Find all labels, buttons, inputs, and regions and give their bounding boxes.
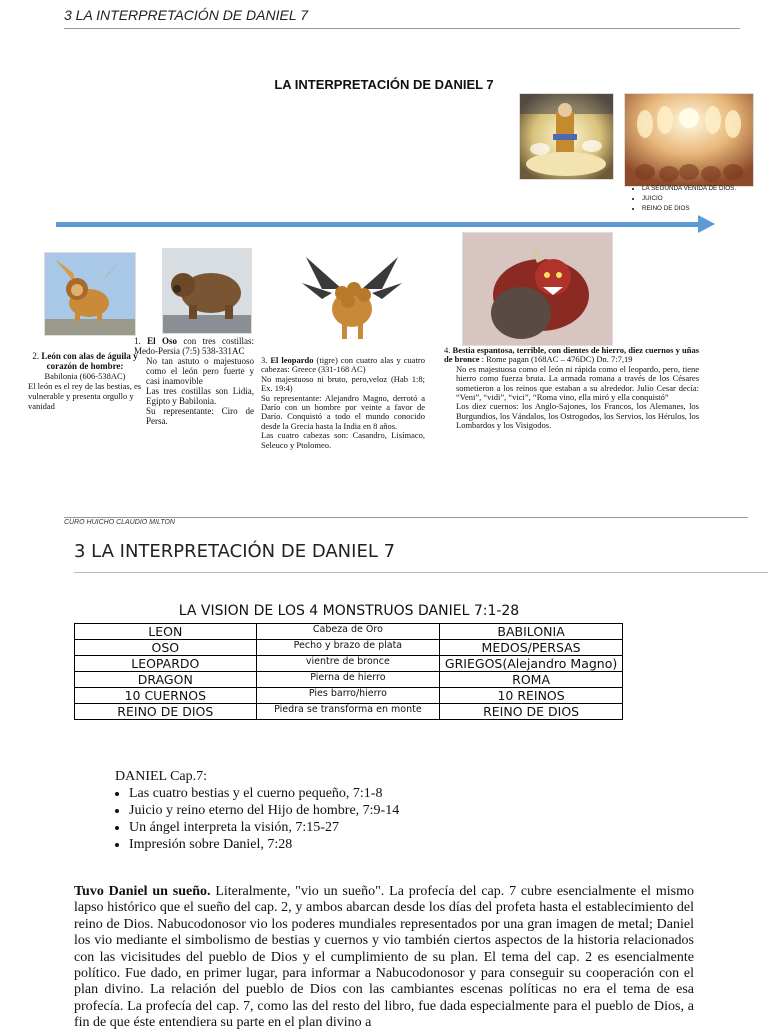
beast-line-3: Los diez cuernos: los Anglo-Sajones, los Francos, los Alemanes, los Burgundios, los Vándalos, los Ostrogodos, los Servios, los Hérulos, los Lombardos y los Visigodos. bbox=[456, 401, 699, 431]
beast-description bbox=[444, 346, 699, 431]
table-row bbox=[75, 688, 623, 704]
second-coming-bullets bbox=[628, 184, 736, 214]
chapter-outline bbox=[115, 768, 399, 853]
bear-line-3: Las tres costillas son Lidia, Egipto y Babilonia. bbox=[146, 386, 254, 406]
page2-header-title: 3 LA INTERPRETACIÓN DE DANIEL 7 bbox=[74, 541, 396, 562]
table-cell: Piedra se transforma en monte bbox=[256, 704, 440, 720]
table-cell: Pies barro/hierro bbox=[256, 688, 440, 704]
leopard-heading: El leopardo bbox=[270, 355, 314, 365]
bear-heading: El Oso bbox=[147, 336, 177, 346]
table-cell: vientre de bronce bbox=[256, 656, 440, 672]
terrible-beast-image bbox=[462, 232, 613, 346]
leopard-line-4: Las cuatro cabezas son: Casandro, Lisímaco, Seleuco y Ptolomeo. bbox=[261, 430, 425, 450]
four-headed-leopard-image bbox=[302, 249, 402, 345]
paragraph-lead: Tuvo Daniel un sueño. bbox=[74, 884, 211, 899]
table-cell: GRIEGOS(Alejandro Magno) bbox=[440, 656, 623, 672]
table-cell: Pierna de hierro bbox=[256, 672, 440, 688]
table-cell: OSO bbox=[75, 640, 257, 656]
bear-description bbox=[134, 336, 254, 426]
beast-heading: Bestia espantosa, terrible, con dientes de hierro, diez cuernos y uñas de bronce bbox=[444, 345, 700, 365]
leopard-description bbox=[261, 356, 425, 450]
lion-subtitle: Babilonia (606-538AC) bbox=[44, 371, 126, 381]
table-cell: BABILONIA bbox=[440, 624, 623, 640]
bullet-item: • REINO DE DIOS bbox=[642, 204, 736, 214]
table-cell: Pecho y brazo de plata bbox=[256, 640, 440, 656]
beast-heading-rest: : Rome pagan (168AC – 476DC) Dn. 7:7,19 bbox=[479, 354, 633, 365]
table-row bbox=[75, 672, 623, 688]
table-cell: LEON bbox=[75, 624, 257, 640]
timeline-arrow bbox=[56, 222, 700, 227]
beast-line-2: No es majestuosa como el león ni rápida como el leopardo, pero, tiene hierro como fuerza bruta. La armada romana a través de los Césares sometieron a los reinos que estaban a su alrededor. Julio Cesar decía: “Veni”, “vidi”, “vici”, “Roma vino, ella miró y ella conquistó” bbox=[456, 363, 699, 403]
outline-item: • Juicio y reino eterno del Hijo de hombre, 7:9-14 bbox=[129, 802, 399, 819]
table-row bbox=[75, 624, 623, 640]
bear-line-4: Su representante: Ciro de Persa. bbox=[146, 406, 254, 426]
monsters-table bbox=[74, 623, 623, 720]
lion-description bbox=[28, 351, 142, 411]
second-coming-image bbox=[624, 93, 754, 187]
page-header-title: 3 LA INTERPRETACIÓN DE DANIEL 7 bbox=[64, 7, 309, 23]
table-cell: DRAGON bbox=[75, 672, 257, 688]
leopard-heading-rest: (tigre) con cuatro alas y cuatro cabezas: Greece (331-168 AC) bbox=[261, 355, 426, 375]
table-row bbox=[75, 656, 623, 672]
commentary-paragraph bbox=[74, 884, 694, 1032]
bear-line-2: No tan astuto o majestuoso como el león pero fuerte y casi inamovible bbox=[146, 356, 254, 386]
bear-image bbox=[162, 248, 252, 334]
table-cell: REINO DE DIOS bbox=[75, 704, 257, 720]
outline-item: • Un ángel interpreta la visión, 7:15-27 bbox=[129, 819, 399, 836]
table-cell: ROMA bbox=[440, 672, 623, 688]
table-cell: REINO DE DIOS bbox=[440, 704, 623, 720]
table-cell: MEDOS/PERSAS bbox=[440, 640, 623, 656]
bear-heading-rest: con tres costillas: Medo-Persia (7:5) 538-331AC bbox=[134, 336, 254, 356]
table-cell: LEOPARDO bbox=[75, 656, 257, 672]
header-divider bbox=[64, 28, 740, 29]
monsters-table-title: LA VISION DE LOS 4 MONSTRUOS DANIEL 7:1-28 bbox=[178, 603, 520, 619]
page2-header-divider bbox=[74, 572, 768, 573]
leopard-line-3: Su representante: Alejandro Magno, derrotó a Darío con un hombre por veinte a favor de Darío. Conquistó a todo el mundo conocido desde la Grecia hasta la India en 8 años. bbox=[261, 392, 425, 431]
page-main-title: LA INTERPRETACIÓN DE DANIEL 7 bbox=[274, 77, 494, 92]
outline-item: • Impresión sobre Daniel, 7:28 bbox=[129, 836, 399, 853]
lion-heading: León con alas de águila y corazón de hombre: bbox=[41, 351, 138, 371]
beast-number: 4. bbox=[444, 345, 451, 355]
lion-number: 2. bbox=[32, 351, 40, 361]
timeline-arrow-head bbox=[698, 215, 715, 233]
lion-body: El león es el rey de las bestias, es vulnerable y presenta orgullo y vanidad bbox=[28, 381, 142, 411]
bear-number: 1. bbox=[134, 336, 141, 346]
footer-divider bbox=[64, 517, 748, 518]
author-name: CURO HUICHO CLAUDIO MILTON bbox=[64, 519, 175, 526]
bullet-item: • LA SEGUNDA VENIDA DE DIOS. bbox=[642, 184, 736, 194]
winged-lion-image bbox=[44, 252, 136, 336]
table-row bbox=[75, 704, 623, 720]
paragraph-body: Literalmente, "vio un sueño". La profecía del cap. 7 cubre esencialmente el mismo lapso histórico que el sueño del cap. 2, y ambos abarcan desde los días del profeta hasta el establecimiento del reino de Dios. Nabucodonosor vio los poderes mundiales representados por una gran imagen de metal; Daniel los vio mediante el simbolismo de bestias y cuernos y vio también ciertos aspectos de la historia relacionados con las vicisitudes del pueblo de Dios y el cumplimiento de su plan. El tema del cap. 2 es esencialmente político. Fue dado, en primer lugar, para informar a Nabucodonosor y para conseguir su cooperación con el plan divino. La relación del pueblo de Dios con las cambiantes escenas políticas no era el tema de esa profecía. La profecía del cap. 7, como las del resto del libro, fue dada especialmente para el pueblo de Dios, a fin de que éste entendiera su parte en el plan divino a bbox=[74, 884, 694, 1031]
leopard-number: 3. bbox=[261, 355, 268, 365]
bullet-item: • JUICIO bbox=[642, 194, 736, 204]
table-cell: 10 REINOS bbox=[440, 688, 623, 704]
chapter-outline-heading: DANIEL Cap.7: bbox=[115, 769, 208, 784]
table-cell: Cabeza de Oro bbox=[256, 624, 440, 640]
table-cell: 10 CUERNOS bbox=[75, 688, 257, 704]
outline-item: • Las cuatro bestias y el cuerno pequeño, 7:1-8 bbox=[129, 785, 399, 802]
leopard-line-2: No majestuoso ni bruto, pero,veloz (Hab 1:8; Ex. 19:4) bbox=[261, 373, 425, 394]
ancient-of-days-image bbox=[519, 93, 614, 180]
table-row bbox=[75, 640, 623, 656]
